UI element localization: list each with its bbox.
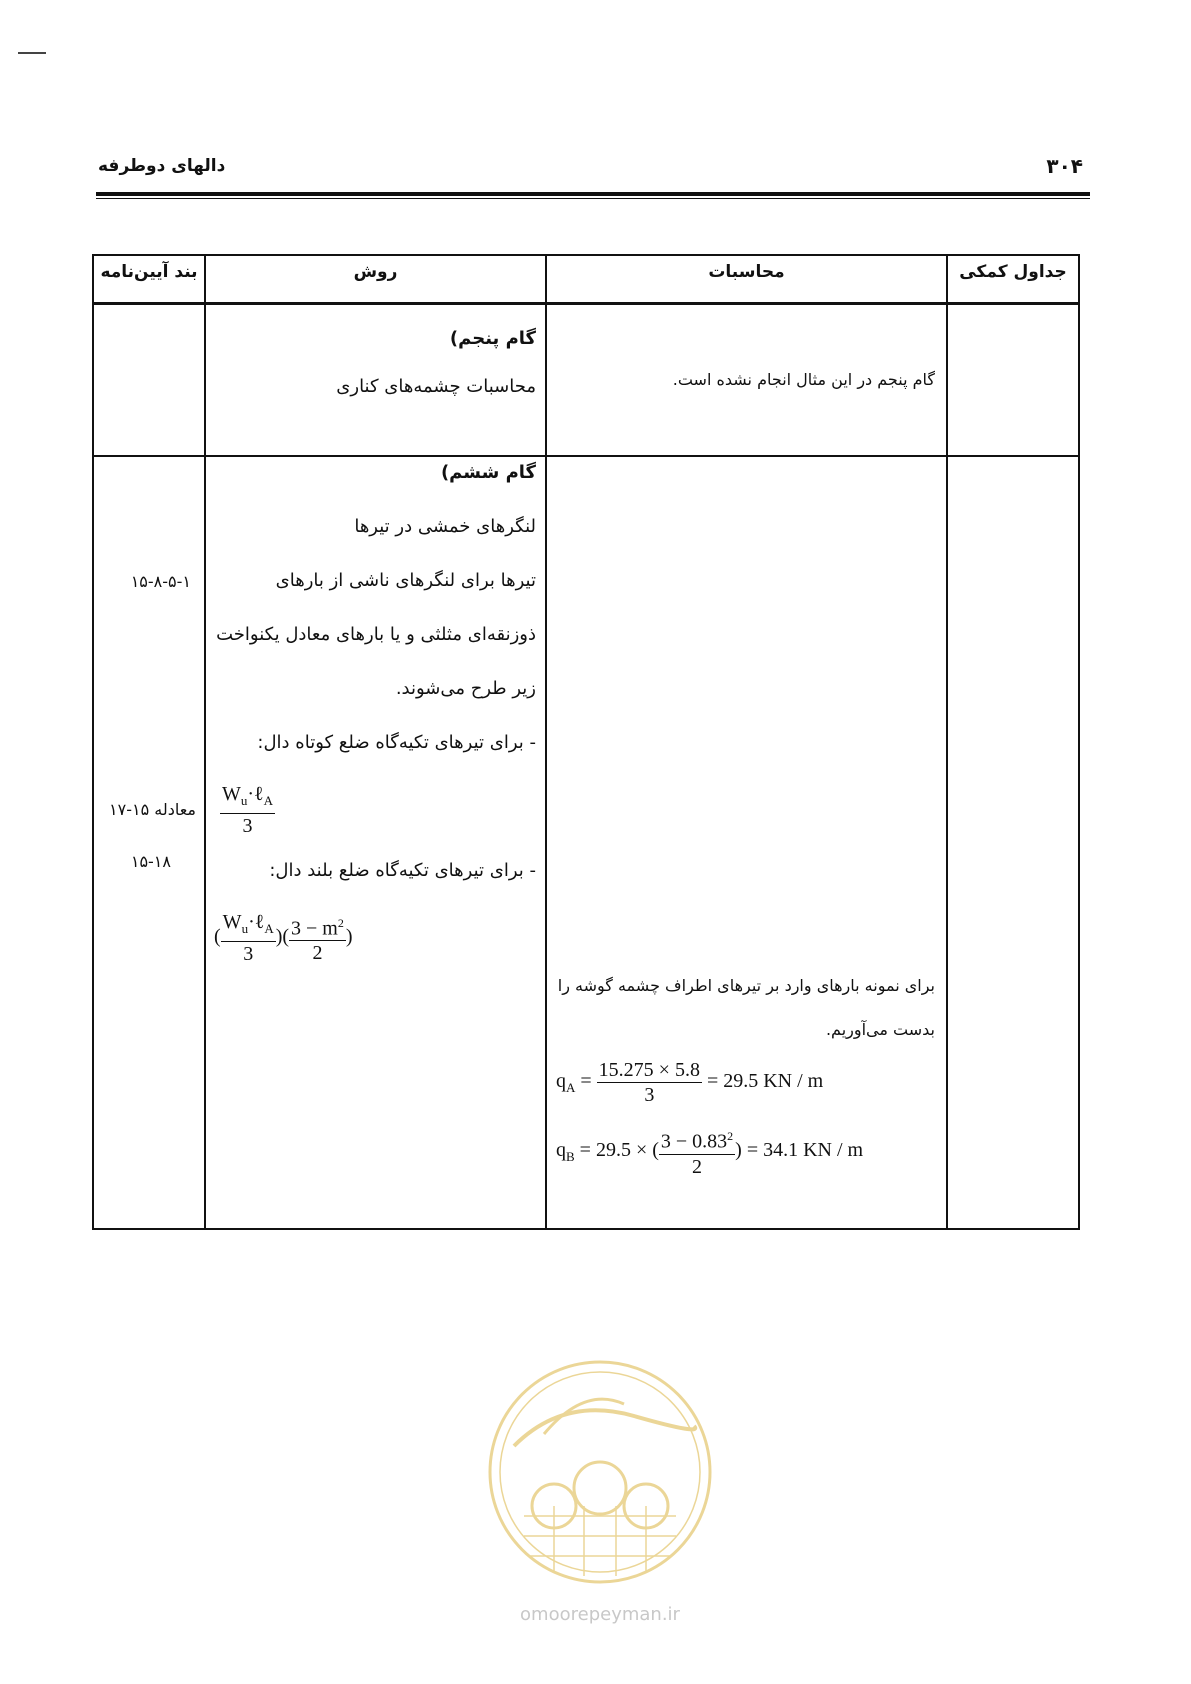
formula-short-side: $\frac{W_u\cdot\ell_A}{3}$ [222, 783, 274, 837]
header-calc: محاسبات [708, 262, 785, 282]
formula-long-side: ( $\frac{W_u\cdot\ell_A}{3}$ )( $\frac{3 - m^2}{2}$ ) [214, 911, 353, 965]
method-line-2: تیرها برای لنگرهای ناشی از بارهای [275, 570, 536, 591]
clause-ref-1: ۱۵-۸-۵-۱ [130, 572, 191, 591]
page-number: ۳۰۴ [1046, 154, 1083, 178]
equation-qb: $q_B = 29.5$ × ( $\frac{3 - 0.83^2}{2}$ ) = 34.1 KN / m [556, 1124, 863, 1179]
header-clause: بند آیین‌نامه [100, 262, 198, 282]
calc-intro-line-1: برای نمونه بارهای وارد بر تیرهای اطراف چشمه گوشه را [557, 976, 935, 995]
method-line-1: لنگرهای خمشی در تیرها [354, 516, 536, 537]
clause-ref-3: ۱۵-۱۸ [130, 852, 171, 871]
col-divider-3 [946, 254, 948, 1230]
chapter-title: دالهای دوطرفه [98, 156, 226, 176]
clause-ref-2: معادله ۱۵-۱۷ [109, 800, 196, 819]
step5-calc-text: گام پنجم در این مثال انجام نشده است. [672, 370, 935, 389]
header-method: روش [353, 262, 398, 282]
header-row-border [92, 302, 1080, 305]
step6-title: گام ششم) [440, 462, 536, 483]
header-rule-thin [96, 198, 1090, 199]
method-line-4: زیر طرح می‌شوند. [395, 678, 536, 699]
step5-title: گام پنجم) [449, 328, 536, 349]
calc-intro-line-2: بدست می‌آوریم. [825, 1020, 935, 1039]
header-aux: جداول کمکی [959, 262, 1067, 282]
margin-mark [18, 52, 46, 54]
equation-qa: $q_A$ = $\frac{15.275 \times 5.8}{3}$ = 29.5 KN / m [556, 1059, 824, 1106]
col-divider-1 [204, 254, 206, 1230]
header-rule-thick [96, 192, 1090, 196]
method-line-3: ذوزنقه‌ای مثلثی و یا بارهای معادل یکنواخت [216, 624, 536, 645]
method-line-long-side: - برای تیرهای تکیه‌گاه ضلع بلند دال: [269, 860, 536, 881]
watermark-seal [484, 1356, 716, 1588]
watermark-url: omoorepeyman.ir [520, 1604, 680, 1625]
method-line-5: - برای تیرهای تکیه‌گاه ضلع کوتاه دال: [257, 732, 536, 753]
col-divider-2 [545, 254, 547, 1230]
row-divider [92, 455, 1080, 457]
step5-desc: محاسبات چشمه‌های کناری [336, 376, 536, 397]
